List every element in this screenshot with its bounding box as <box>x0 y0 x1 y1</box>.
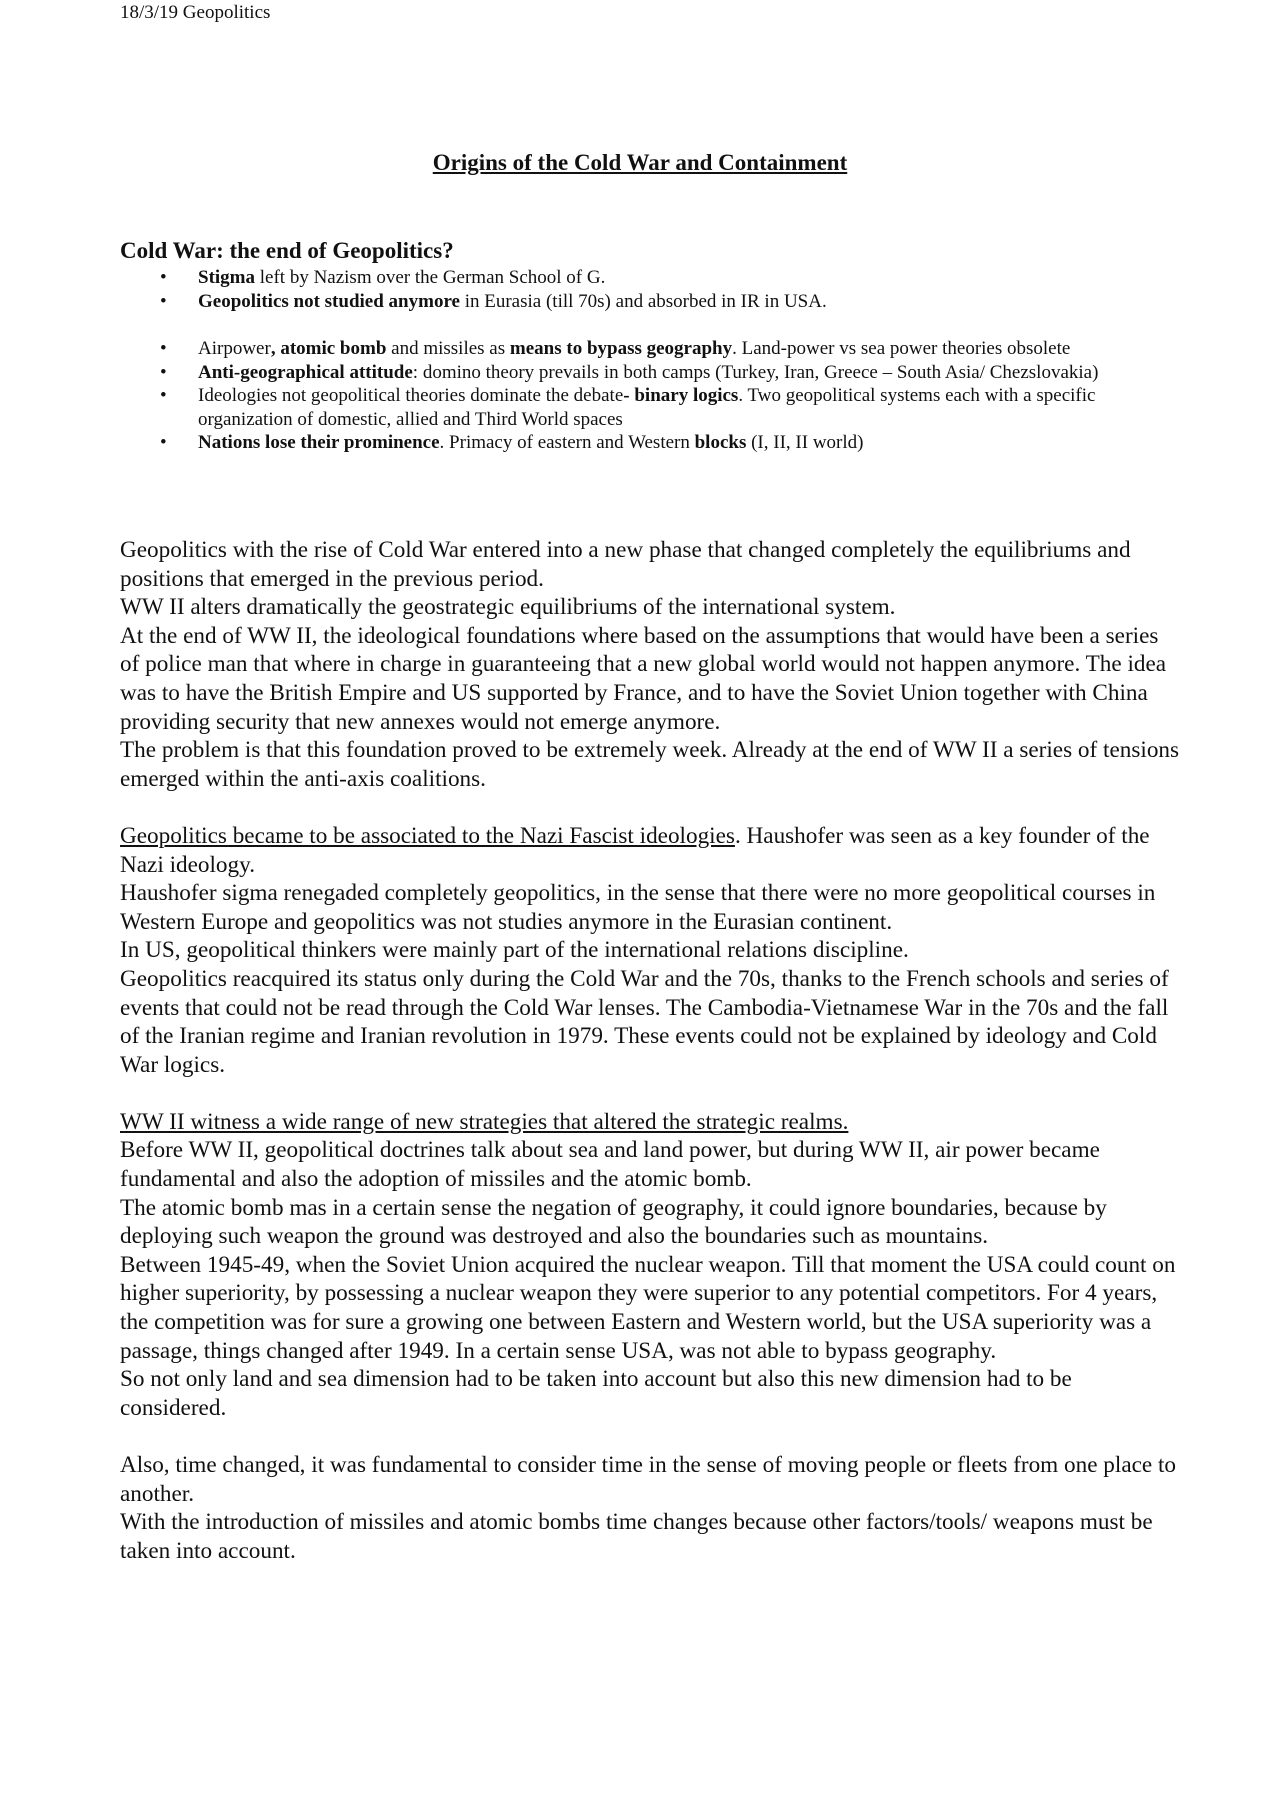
bullet-text: in Eurasia (till 70s) and absorbed in IR in USA. <box>459 290 827 312</box>
bullet-item <box>120 384 1170 431</box>
section-heading: Cold War: the end of Geopolitics? <box>120 238 454 263</box>
bullet-item <box>120 337 1170 361</box>
bullet-bold: Geopolitics not studied anymore <box>198 290 460 312</box>
paragraph: So not only land and sea dimension had to be taken into account but also this new dimension had to be considered. <box>120 1366 1072 1421</box>
paragraph <box>120 1108 1180 1137</box>
bullet-item <box>120 266 1170 290</box>
bullet-text: (I, II, II world) <box>746 432 864 453</box>
bullet-list <box>120 266 1170 455</box>
paragraph: Also, time changed, it was fundamental to consider time in the sense of moving people or fleets from one place to another. <box>120 1452 1177 1507</box>
paragraph: The problem is that this foundation proved to be extremely week. Already at the end of WW II a series of tensions emerged within the anti-axis coalitions. <box>120 737 1180 792</box>
paragraph: At the end of WW II, the ideological foundations where based on the assumptions that would have been a series of police man that where in charge in guaranteeing that a new global world would not happen anymore. The idea was to have the British Empire and US supported by France, and to have the Soviet Union together with China providing security that new annexes would not emerge anymore. <box>120 622 1167 735</box>
document-title: Origins of the Cold War and Containment <box>432 150 848 175</box>
page-header: 18/3/19 Geopolitics <box>120 2 271 23</box>
paragraph: Geopolitics reacquired its status only during the Cold War and the 70s, thanks to the French schools and series of events that could not be read through the Cold War lenses. The Cambodia-Vietnamese War in the 70s and the fall of the Iranian regime and Iranian revolution in 1979. These events could not be explained by ideology and Cold War logics. <box>120 965 1169 1078</box>
bullet-bold: blocks <box>694 432 747 453</box>
paragraph: Before WW II, geopolitical doctrines talk about sea and land power, but during WW II, air power became fundamental and also the adoption of missiles and the atomic bomb. <box>120 1137 1100 1193</box>
bullet-text: . Two geopolitical systems each with a specific organization of domestic, allied and Third World spaces <box>198 385 1096 430</box>
paragraph: Between 1945-49, when the Soviet Union acquired the nuclear weapon. Till that moment the USA could count on higher superiority, by possessing a nuclear weapon they were superior to any potential competitors. For 4 years, the competition was for sure a growing one between Eastern and Western world, but the USA superiority was a passage, things changed after 1949. In a certain sense USA, was not able to bypass geography. <box>120 1251 1176 1364</box>
bullet-item <box>120 290 1170 314</box>
bullet-text: Airpower <box>198 338 271 359</box>
paragraph: WW II alters dramatically the geostrategic equilibriums of the international system. <box>120 594 896 621</box>
bullet-bold: , atomic bomb <box>270 338 387 359</box>
paragraph-text: . Haushofer was seen as a key founder of the Nazi ideology. <box>120 822 1150 878</box>
paragraph: Geopolitics with the rise of Cold War entered into a new phase that changed completely the equilibriums and positions that emerged in the previous period. <box>120 537 1131 592</box>
bullet-text: Ideologies not geopolitical theories dominate the debate <box>198 385 624 406</box>
bullet-text: . Land-power vs sea power theories obsolete <box>732 338 1071 359</box>
paragraph: With the introduction of missiles and atomic bombs time changes because other factors/tools/ weapons must be taken into account. <box>120 1509 1153 1564</box>
paragraph <box>120 822 1180 879</box>
paragraph: In US, geopolitical thinkers were mainly part of the international relations discipline. <box>120 937 909 964</box>
paragraph: Haushofer sigma renegaded completely geopolitics, in the sense that there were no more geopolitical courses in Western Europe and geopolitics was not studies anymore in the Eurasian continent. <box>120 880 1156 935</box>
bullet-text: . Primacy of eastern and Western <box>439 432 695 453</box>
bullet-bold: Stigma <box>198 267 255 288</box>
bullet-item <box>120 361 1170 385</box>
bullet-bold: - binary logics <box>623 385 739 406</box>
paragraph: The atomic bomb mas in a certain sense the negation of geography, it could ignore boundaries, because by deploying such weapon the ground was destroyed and also the boundaries such as mountains. <box>120 1194 1107 1250</box>
bullet-text: left by Nazism over the German School of G. <box>255 267 606 288</box>
bullet-bold: Nations lose their prominence <box>198 432 440 453</box>
bullet-bold: means to bypass geography <box>509 338 733 359</box>
bullet-item <box>120 431 1170 455</box>
underlined-phrase: Geopolitics became to be associated to the Nazi Fascist ideologies <box>120 822 735 849</box>
body-text <box>120 536 1180 1565</box>
bullet-bold: Anti-geographical attitude <box>198 361 413 383</box>
bullet-text: and missiles as <box>386 338 510 359</box>
underlined-phrase: WW II witness a wide range of new strategies that altered the strategic realms. <box>120 1108 849 1135</box>
bullet-text: : domino theory prevails in both camps (Turkey, Iran, Greece – South Asia/ Chezslovakia) <box>412 361 1099 383</box>
